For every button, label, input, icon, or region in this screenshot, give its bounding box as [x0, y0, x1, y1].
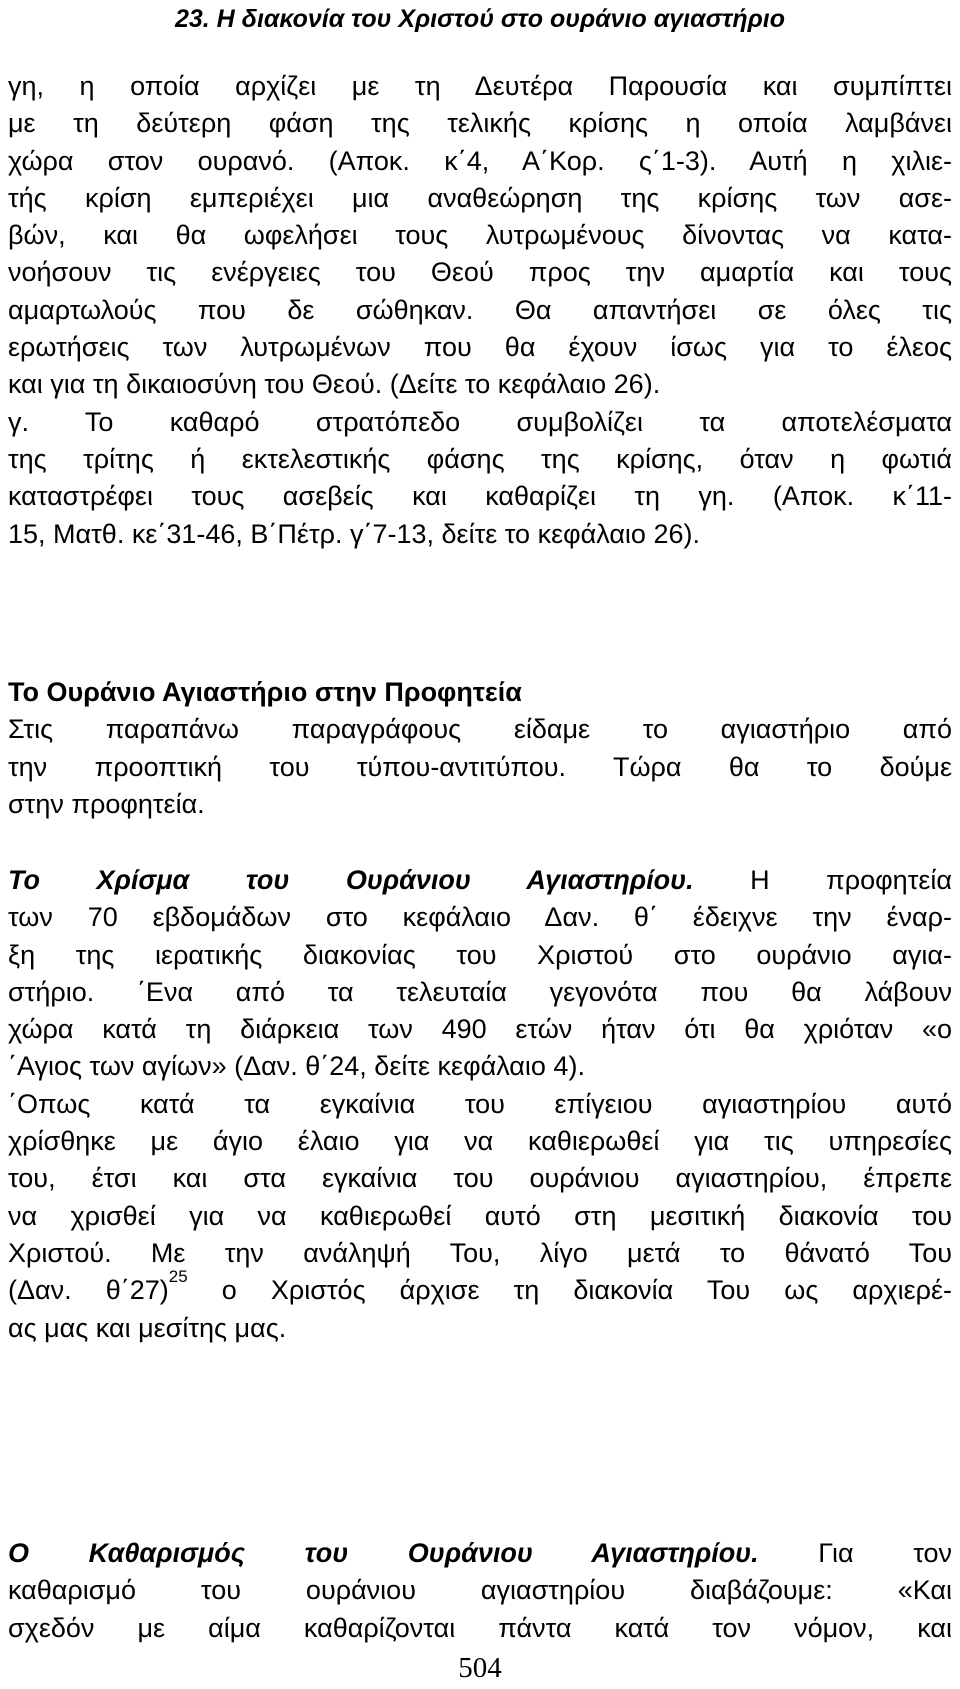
text-line: σχεδόν με αίμα καθαρίζονται πάντα κατά τον νόμον, και: [8, 1612, 952, 1643]
footnote-reference[interactable]: 25: [168, 1267, 188, 1287]
text-line: ερωτήσεις των λυτρωμένων που θα έχουν ίσως για το έλεος: [8, 332, 952, 363]
page-number: 504: [458, 1652, 502, 1684]
section-anointing: [8, 862, 952, 1347]
text-line: και για τη δικαιοσύνη του Θεού. (Δείτε το κεφάλαιο 26).: [8, 369, 661, 400]
text-line: χώρα κατά τη διάρκεια των 490 ετών ήταν ότι θα χριόταν «ο: [8, 1014, 952, 1045]
text-line: [8, 862, 952, 899]
text-line: των 70 εβδομάδων στο κεφάλαιο Δαν. θ΄ έδειχνε την έναρ-: [8, 902, 952, 933]
text-line: Χριστού. Με την ανάληψή Του, λίγο μετά το θάνατό Του: [8, 1237, 952, 1268]
text-line: ΄Αγιος των αγίων» (Δαν. θ΄24, δείτε κεφάλαιο 4).: [8, 1051, 585, 1082]
text-line: νοήσουν τις ενέργειες του Θεού προς την αμαρτία και τους: [8, 257, 952, 288]
text-line: στην προφητεία.: [8, 788, 205, 819]
text-line: ξη της ιερατικής διακονίας του Χριστού στο ουράνιο αγια-: [8, 939, 952, 970]
text-line: γ. Το καθαρό στρατόπεδο συμβολίζει τα αποτελέσματα: [8, 406, 952, 437]
text-line: αμαρτωλούς που δε σώθηκαν. Θα απαντήσει σε όλες τις: [8, 294, 952, 325]
text-line: γη, η οποία αρχίζει με τη Δευτέρα Παρουσία και συμπίπτει: [8, 71, 952, 101]
text-fragment: ο Χριστός άρχισε τη διακονία Του ως αρχιερέ-: [187, 1275, 952, 1306]
text-line: [8, 1535, 952, 1572]
text-fragment: (Δαν. θ΄27): [8, 1275, 169, 1306]
text-line: ας μας και μεσίτης μας.: [8, 1312, 287, 1343]
text-line: βών, και θα ωφελήσει τους λυτρωμένους δίνοντας να κατα-: [8, 220, 952, 251]
text-line: [8, 1267, 952, 1309]
text-line: στήριο. ΄Ενα από τα τελευταία γεγονότα που θα λάβουν: [8, 976, 952, 1007]
text-fragment: Η προφητεία: [693, 865, 953, 895]
text-line: να χρισθεί για να καθιερωθεί αυτό στη μεσιτική διακονία του: [8, 1200, 952, 1231]
section-cleansing: [8, 1535, 952, 1647]
text-line: καταστρέφει τους ασεβείς και καθαρίζει τη γη. (Αποκ. κ΄11-: [8, 481, 952, 512]
text-line: 15, Ματθ. κε΄31-46, Β΄Πέτρ. γ΄7-13, δείτε το κεφάλαιο 26).: [8, 518, 700, 549]
text-fragment: Για τον: [758, 1538, 953, 1568]
section-prophecy: [8, 674, 952, 823]
text-line: ΄Οπως κατά τα εγκαίνια του επίγειου αγιαστηρίου αυτό: [8, 1088, 952, 1119]
text-line: του, έτσι και στα εγκαίνια του ουράνιου αγιαστηρίου, έπρεπε: [8, 1163, 952, 1194]
text-line: με τη δεύτερη φάση της τελικής κρίσης η οποία λαμβάνει: [8, 108, 952, 139]
text-line: καθαρισμό του ουράνιου αγιαστηρίου διαβάζουμε: «Και: [8, 1575, 952, 1606]
inline-heading: Ο Καθαρισμός του Ουράνιου Αγιαστηρίου.: [8, 1538, 759, 1568]
text-line: τής κρίση εμπεριέχει μια αναθεώρηση της κρίσης των ασε-: [8, 182, 952, 213]
section-heading: Το Ουράνιο Αγιαστήριο στην Προφητεία: [8, 677, 522, 707]
text-line: Στις παραπάνω παραγράφους είδαμε το αγιαστήριο από: [8, 714, 952, 745]
text-line: της τρίτης ή εκτελεστικής φάσης της κρίσης, όταν η φωτιά: [8, 443, 952, 474]
inline-heading: Το Χρίσμα του Ουράνιου Αγιαστηρίου.: [8, 865, 694, 895]
text-line: χρίσθηκε με άγιο έλαιο για να καθιερωθεί για τις υπηρεσίες: [8, 1126, 952, 1157]
text-line: την προοπτική του τύπου-αντιτύπου. Τώρα θα το δούμε: [8, 751, 952, 782]
paragraph-continuation: [8, 68, 952, 553]
text-line: χώρα στον ουρανό. (Αποκ. κ΄4, Α΄Κορ. ς΄1-3). Αυτή η χιλιε-: [8, 145, 952, 176]
chapter-header: 23. Η διακονία του Χριστού στο ουράνιο αγιαστήριο: [174, 5, 786, 33]
